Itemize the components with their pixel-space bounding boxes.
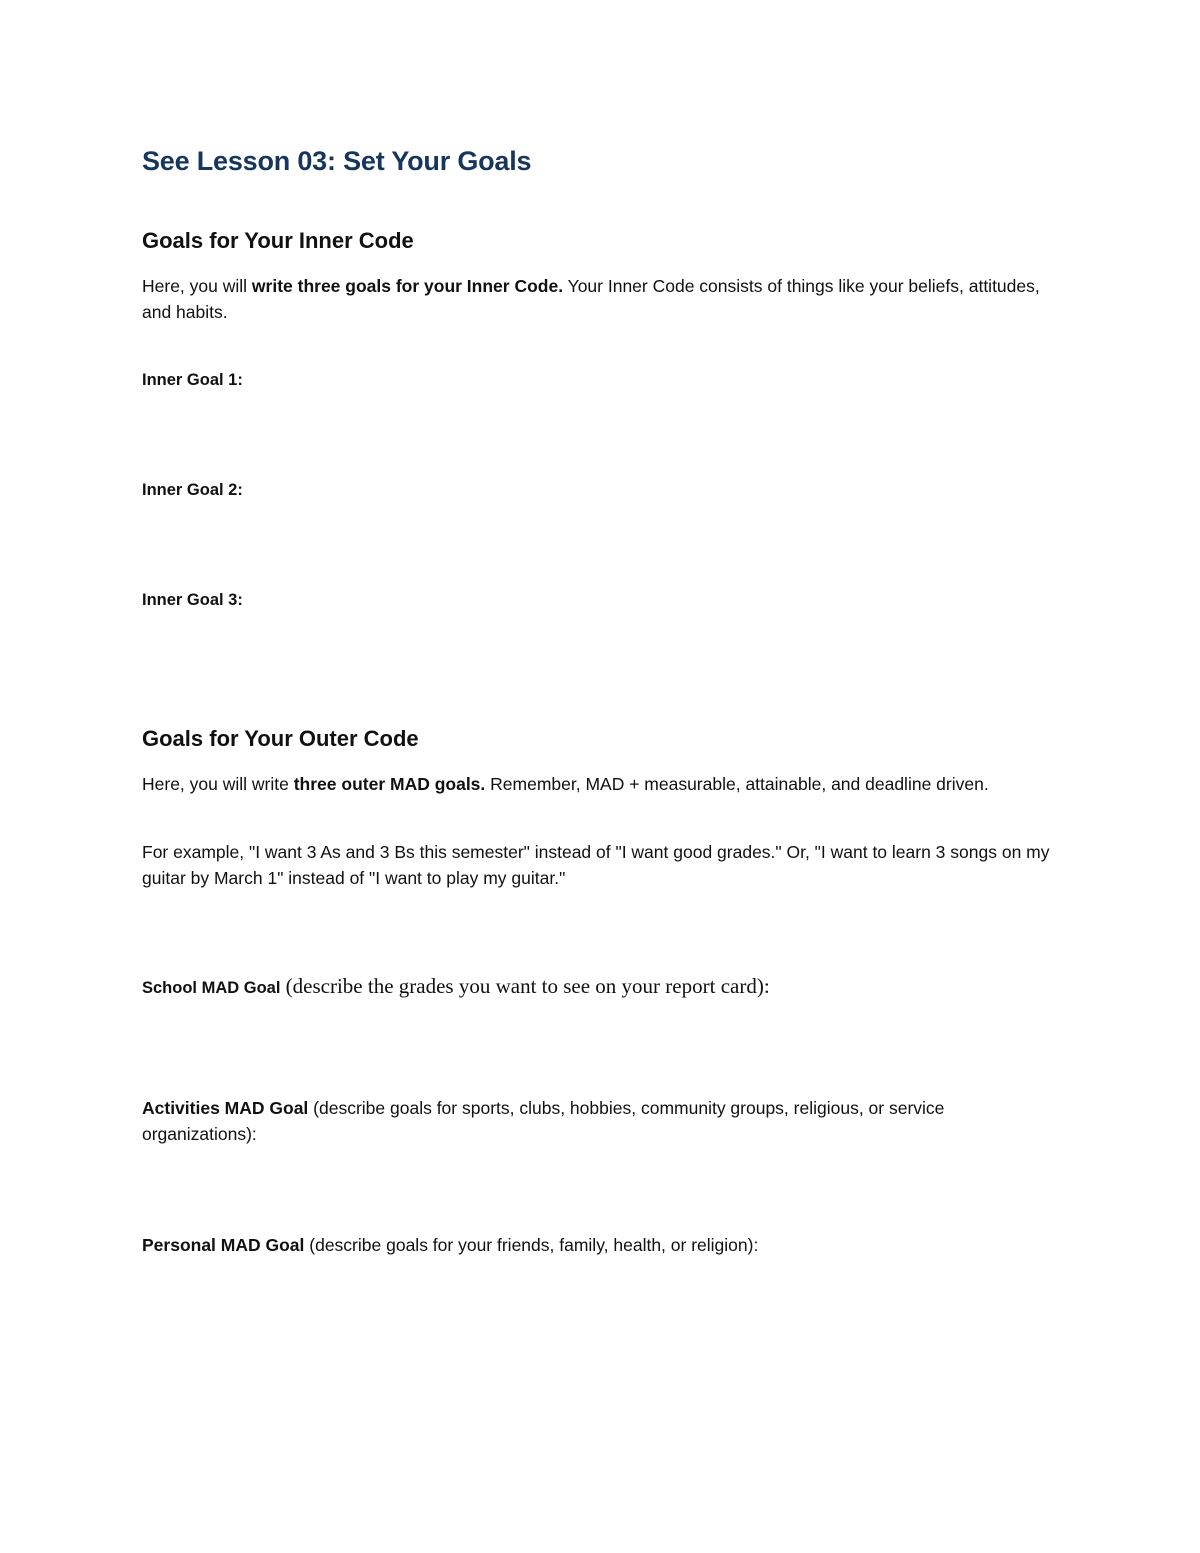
outer-intro-bold: three outer MAD goals. [293, 774, 486, 794]
page-title: See Lesson 03: Set Your Goals [142, 146, 532, 176]
activities-goal-label [142, 1095, 1062, 1147]
inner-goal-3-label-text: Inner Goal 3: [142, 591, 243, 609]
inner-goal-2-label-text: Inner Goal 2: [142, 481, 243, 499]
school-goal-answer-area[interactable] [142, 1002, 1062, 1087]
outer-code-example: For example, "I want 3 As and 3 Bs this semester" instead of "I want good grades." Or, "I want to learn 3 songs on my guitar by March 1" instead of "I want to play my guitar." [142, 842, 1050, 888]
school-goal-label [142, 973, 1062, 1001]
personal-goal-description: (describe goals for your friends, family, health, or religion): [304, 1235, 759, 1255]
activities-goal-description: (describe goals for sports, clubs, hobbies, community groups, religious, or service organizations): [142, 1098, 945, 1144]
outer-intro-prefix: Here, you will write [142, 774, 294, 794]
outer-code-intro [142, 771, 1062, 797]
inner-goal-2-label [142, 477, 1062, 503]
outer-intro-suffix: Remember, MAD + measurable, attainable, and deadline driven. [485, 774, 989, 794]
inner-goal-1-label-text: Inner Goal 1: [142, 371, 243, 389]
activities-goal-label-text: Activities MAD Goal [142, 1098, 309, 1118]
inner-goal-1-label [142, 367, 1062, 393]
inner-goal-2-answer-area[interactable] [142, 506, 1062, 576]
inner-code-intro [142, 273, 1062, 325]
school-goal-label-text: School MAD Goal [142, 979, 281, 997]
inner-goal-3-label [142, 587, 1062, 613]
inner-goal-3-answer-area[interactable] [142, 616, 1062, 706]
inner-intro-bold: write three goals for your Inner Code. [251, 276, 564, 296]
inner-goal-1-answer-area[interactable] [142, 396, 1062, 466]
personal-goal-answer-area[interactable] [142, 1261, 1062, 1461]
activities-goal-answer-area[interactable] [142, 1150, 1062, 1225]
personal-goal-label-text: Personal MAD Goal [142, 1235, 305, 1255]
school-goal-description: (describe the grades you want to see on your report card): [280, 974, 770, 998]
inner-intro-prefix: Here, you will [142, 276, 252, 296]
outer-code-heading: Goals for Your Outer Code [142, 726, 419, 751]
inner-code-heading: Goals for Your Inner Code [142, 228, 414, 253]
inner-intro-suffix: Your Inner Code consists of things like your beliefs, attitudes, and habits. [142, 276, 1040, 322]
personal-goal-label [142, 1232, 1062, 1258]
